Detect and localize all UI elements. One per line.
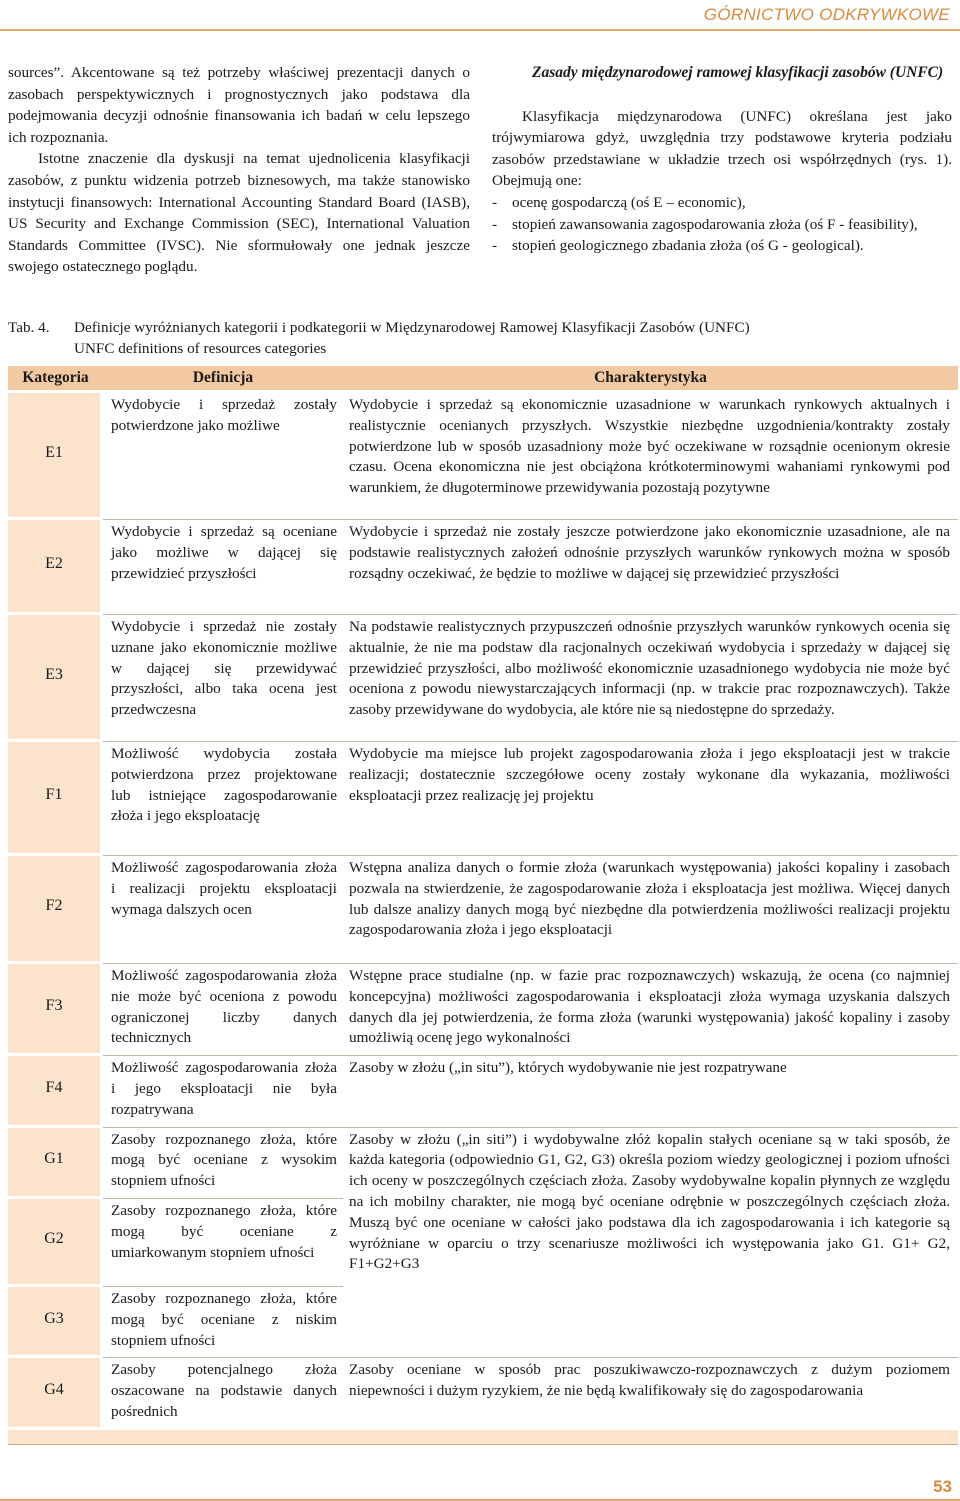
column-header-characteristics: Charakterystyka bbox=[343, 366, 958, 393]
journal-title: GÓRNICTWO ODKRYWKOWE bbox=[703, 5, 950, 24]
characteristics-cell: Na podstawie realistycznych przypuszczeń odnośnie przyszłych warunków rynkowych ocenia się aktualnie, że nie ma podstaw dla racjonalnych oczekiwań wydobycia i sprzedaży w dającej się przewidzieć przyszłości, albo możliwość ekonomicznie uzasadnionego wydobycia nie może być oceniona z powodu niewystarczających informacji (np. w trakcie prac rozpoznawczych). Także zasoby przewidywane do wydobycia, ale które nie są niedostępne do sprzedaży. bbox=[343, 615, 958, 742]
table-row bbox=[8, 742, 958, 856]
category-cell: E3 bbox=[8, 615, 103, 742]
section-heading bbox=[492, 62, 952, 84]
definition-cell: Możliwość zagospodarowania złoża i realizacji projektu eksploatacji wymaga dalszych ocen bbox=[103, 856, 343, 964]
definition-cell: Wydobycie i sprzedaż zostały potwierdzone jako możliwe bbox=[103, 393, 343, 520]
definition-cell: Zasoby rozpoznanego złoża, które mogą być oceniane z niskim stopniem ufności bbox=[103, 1287, 343, 1358]
characteristics-cell: Wstępna analiza danych o formie złoża (warunkach występowania) jakości kopaliny i zasobach pozwala na stwierdzenie, że zagospodarowanie złoża i eksploatacja jest możliwa. Więcej danych lub dalsze analizy danych mogą być niezbędne dla potwierdzenia możliwości realizacji projektu zagospodarowania złoża i jego eksploatacji bbox=[343, 856, 958, 964]
unfc-table bbox=[8, 366, 958, 1430]
characteristics-cell: Wstępne prace studialne (np. w fazie prac rozpoznawczych) wskazują, że ocena (co najmniej koncepcyjna) możliwości zagospodarowania i eksploatacji złoża wymaga uzyskania dalszych danych dla jej potwierdzenia, że forma złoża (warunki występowania) jakość kopaliny i zasoby umożliwią ocenę jego wykonalności bbox=[343, 964, 958, 1056]
definition-cell: Możliwość zagospodarowania złoża i jego eksploatacji nie była rozpatrywana bbox=[103, 1056, 343, 1127]
right-column bbox=[492, 62, 952, 257]
definition-cell: Możliwość zagospodarowania złoża nie może być oceniona z powodu ograniczonej liczby danych technicznych bbox=[103, 964, 343, 1056]
category-cell: G2 bbox=[8, 1199, 103, 1287]
definition-cell: Wydobycie i sprzedaż nie zostały uznane jako ekonomicznie możliwe w dającej się przewidywać przyszłości, albo taka ocena jest przedwczesna bbox=[103, 615, 343, 742]
table-row bbox=[8, 1056, 958, 1127]
table-row bbox=[8, 856, 958, 964]
category-cell: E1 bbox=[8, 393, 103, 520]
category-cell: G4 bbox=[8, 1358, 103, 1430]
table-row bbox=[8, 964, 958, 1056]
column-header-definition: Definicja bbox=[103, 366, 343, 393]
table-row bbox=[8, 615, 958, 742]
category-cell: G1 bbox=[8, 1128, 103, 1199]
list-item: - ocenę gospodarczą (oś E – economic), bbox=[492, 192, 952, 214]
category-cell: E2 bbox=[8, 520, 103, 615]
table-row bbox=[8, 393, 958, 520]
criteria-list bbox=[492, 192, 952, 257]
table-footer-band bbox=[8, 1430, 958, 1445]
characteristics-cell: Wydobycie i sprzedaż są ekonomicznie uzasadnione w warunkach rynkowych aktualnych i realistycznie ocenianych przyszłych. Wszystkie niezbędne uzgodnienia/kontrakty zostały potwierdzone lub w sposób uzasadniony może być oczekiwane w rozsądnie ocenionym okresie czasu. Ocena ekonomiczna nie jest obciążona krótkoterminowymi wahaniami rynkowymi pod warunkiem, że długoterminowe przewidywania pozostają pozytywne bbox=[343, 393, 958, 520]
definition-cell: Zasoby rozpoznanego złoża, które mogą być oceniane z umiarkowanym stopniem ufności bbox=[103, 1199, 343, 1287]
table-caption bbox=[8, 317, 750, 359]
category-cell: F3 bbox=[8, 964, 103, 1056]
category-cell: F2 bbox=[8, 856, 103, 964]
characteristics-cell: Wydobycie i sprzedaż nie zostały jeszcze potwierdzone jako ekonomicznie uzasadnione, ale na podstawie realistycznych założeń odnośnie przyszłych warunków rynkowych można w sposób rozsądny oczekiwać, że będzie to możliwe w dającej się przewidzieć przyszłości bbox=[343, 520, 958, 615]
definition-cell: Zasoby potencjalnego złoża oszacowane na podstawie danych pośrednich bbox=[111, 1361, 337, 1420]
left-column bbox=[8, 62, 470, 278]
section-heading-text: Zasady międzynarodowej ramowej klasyfikacji zasobów (UNFC) bbox=[532, 64, 944, 81]
page-number: 53 bbox=[933, 1477, 952, 1496]
table-row bbox=[8, 1128, 958, 1199]
right-paragraph-1: Klasyfikacja międzynarodowa (UNFC) określana jest jako trójwymiarowa gdyż, uwzględnia trzy podstawowe kryteria podziału zasobów przedstawiane w układzie trzech osi współrzędnych (rys. 1). Obejmują one: bbox=[492, 107, 952, 190]
characteristics-cell: Zasoby w złożu („in situ”), których wydobywanie nie jest rozpatrywane bbox=[343, 1056, 958, 1127]
category-cell: G3 bbox=[8, 1287, 103, 1358]
characteristics-cell-g-group: Zasoby w złożu („in siti”) i wydobywalne złóż kopalin stałych oceniane są w taki sposób, że każda kategoria (odpowiednio G1, G2, G3) określa poziom wiedzy geologicznej i poziom ufności ich oceny w poszczególnych częściach złoża. Zasoby wydobywalne kopalin płynnych ze względu na ich mobilny charakter, nie mogą być oceniane odrębnie w poszczególnych częściach złoża. Muszą być one oceniane w całości jako podstawa dla ich zagospodarowania i ich kategorie są wyróżniane w oparciu o trzy scenariusze możliwości ich występowania jako G1. G1+ G2, F1+G2+G3 bbox=[343, 1128, 958, 1359]
left-paragraph-2: Istotne znaczenie dla dyskusji na temat ujednolicenia klasyfikacji zasobów, z punktu widzenia potrzeb biznesowych, ma także stanowisko instytucji finansowych: International Accounting Standard Board (IASB), US Security and Exchange Commission (SEC), International Valuation Standards Committee (IVSC). Nie sformułowały one jednak jeszcze swojego ostatecznego poglądu. bbox=[8, 150, 470, 276]
list-item: - stopień zawansowania zagospodarowania złoża (oś F - feasibility), bbox=[492, 214, 952, 236]
category-cell: F1 bbox=[8, 742, 103, 856]
list-item: - stopień geologicznego zbadania złoża (oś G - geological). bbox=[492, 235, 952, 257]
table-header-row bbox=[8, 366, 958, 393]
table-row bbox=[8, 520, 958, 615]
column-header-category: Kategoria bbox=[8, 366, 103, 393]
definition-cell: Zasoby rozpoznanego złoża, które mogą być oceniane z wysokim stopniem ufności bbox=[103, 1128, 343, 1199]
table-caption-title-pl: Definicje wyróżnianych kategorii i podkategorii w Międzynarodowej Ramowej Klasyfikacji Zasobów (UNFC) bbox=[74, 319, 750, 336]
table-row bbox=[8, 1358, 958, 1430]
left-paragraph-1: sources”. Akcentowane są też potrzeby właściwej prezentacji danych o zasobach perspektywicznych i prognostycznych jako podstawa dla podejmowania decyzji odnośnie finansowania ich badań w celu lepszego ich rozpoznania. bbox=[8, 64, 470, 146]
characteristics-cell: Wydobycie ma miejsce lub projekt zagospodarowania złoża i jego eksploatacji jest w trakcie realizacji; dostatecznie szczegółowe oceny zostały wykonane dla wykazania, możliwości eksploatacji przez realizację jej projektu bbox=[343, 742, 958, 856]
header-divider bbox=[0, 29, 960, 31]
definition-cell: Możliwość wydobycia została potwierdzona przez projektowane lub istniejące zagospodarowanie złoża i jego eksploatację bbox=[103, 742, 343, 856]
characteristics-cell: Zasoby oceniane w sposób prac poszukiwawczo-rozpoznawczych z dużym poziomem niepewności i dużym ryzykiem, że nie będą kwalifikowały się do zagospodarowania bbox=[349, 1361, 950, 1400]
table-caption-label: Tab. 4. bbox=[8, 319, 50, 336]
table-caption-title-en: UNFC definitions of resources categories bbox=[74, 340, 327, 357]
category-cell: F4 bbox=[8, 1056, 103, 1127]
unfc-table-container bbox=[8, 366, 958, 1445]
definition-cell: Wydobycie i sprzedaż są oceniane jako możliwe w dającej się przewidzieć przyszłości bbox=[103, 520, 343, 615]
